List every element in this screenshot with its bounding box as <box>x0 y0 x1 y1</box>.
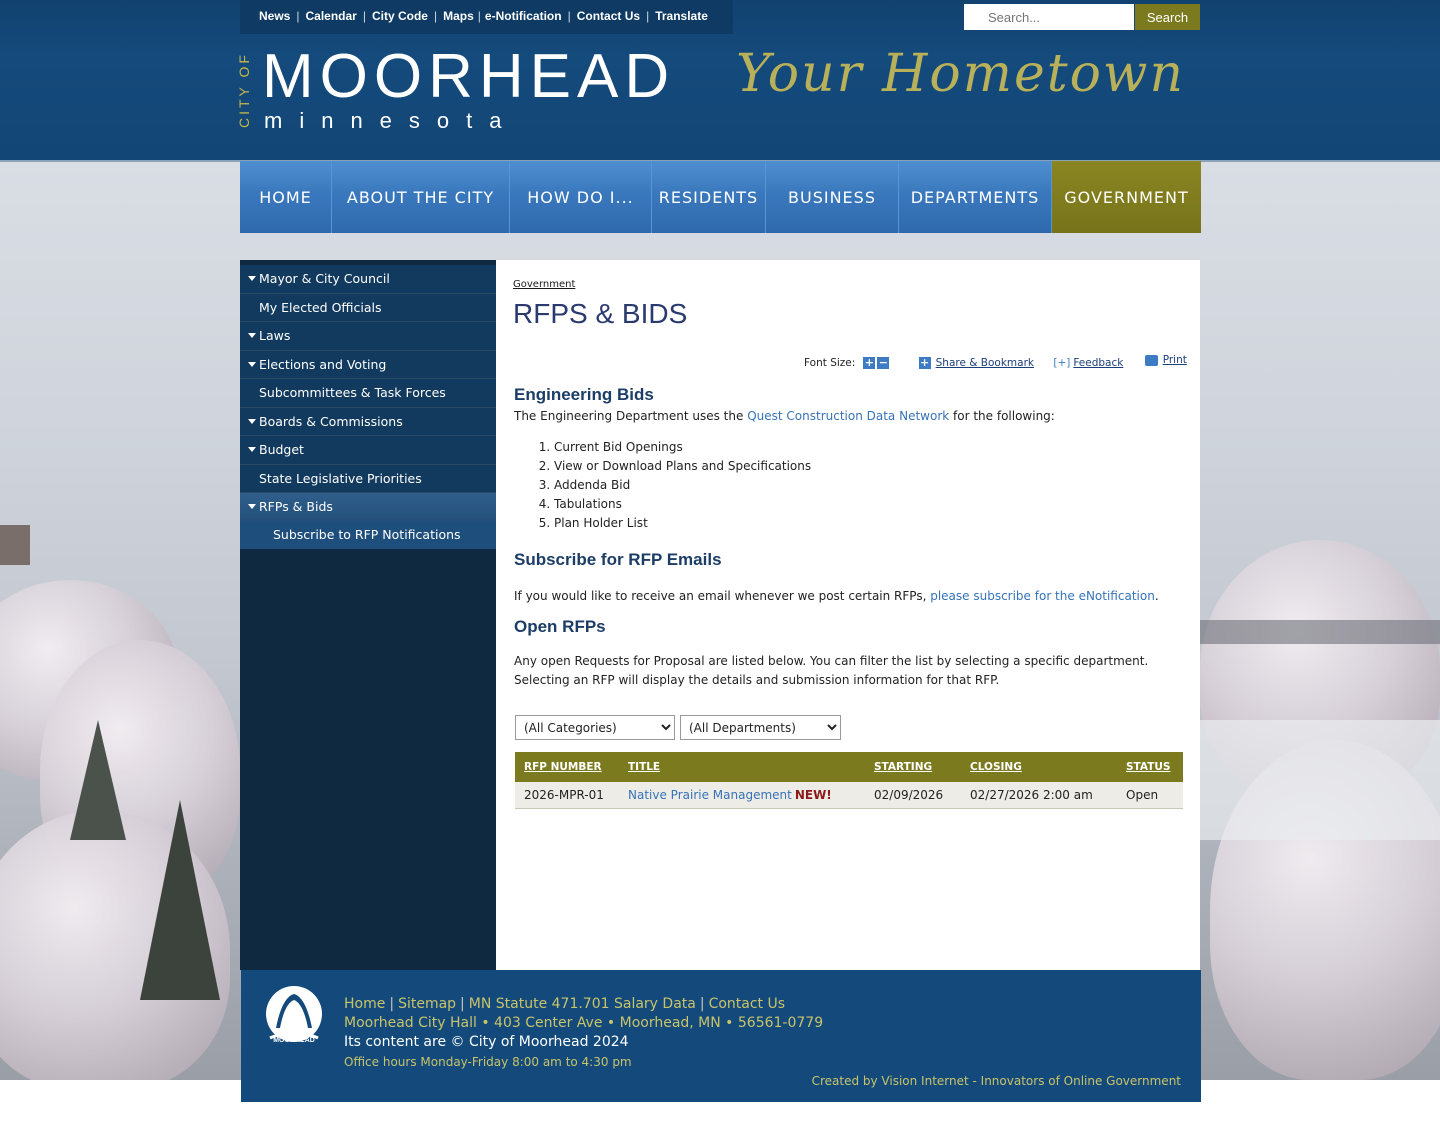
sidebar-item-rfps-bids[interactable]: RFPs & Bids <box>240 493 496 521</box>
share-icon: + <box>920 355 930 369</box>
open-rfps-heading: Open RFPs <box>514 617 606 636</box>
category-filter-select[interactable] <box>515 715 675 740</box>
col-header-starting[interactable]: STARTING <box>865 752 961 782</box>
table-row[interactable] <box>515 782 1183 809</box>
breadcrumb[interactable]: Government <box>513 279 576 290</box>
search-input[interactable] <box>964 4 1134 30</box>
search-button[interactable]: Search <box>1135 4 1200 30</box>
sidebar-item-boards[interactable]: Boards & Commissions <box>240 408 496 436</box>
page-tools <box>804 354 1201 369</box>
feedback-link[interactable]: Feedback <box>1073 356 1124 369</box>
site-header <box>0 0 1440 162</box>
caret-down-icon <box>248 419 256 424</box>
quest-network-link[interactable]: Quest Construction Data Network <box>747 409 950 423</box>
col-header-closing[interactable]: CLOSING <box>961 752 1117 782</box>
list-item: 4. Tabulations <box>554 495 811 514</box>
printer-icon <box>1145 355 1158 366</box>
open-rfps-line2: Selecting an RFP will display the details and submission information for that RFP. <box>514 673 1000 687</box>
engineering-bids-heading: Engineering Bids <box>514 385 654 404</box>
subscribe-text: If you would like to receive an email whenever we post certain RFPs, please subscribe for the eNotification. <box>514 589 1159 603</box>
col-header-title[interactable]: TITLE <box>619 752 865 782</box>
font-decrease-icon[interactable]: − <box>878 355 888 369</box>
rfp-table <box>515 752 1183 809</box>
cell-starting: 02/09/2026 <box>865 782 961 809</box>
subscribe-heading: Subscribe for RFP Emails <box>514 550 722 569</box>
nav-about-the-city[interactable]: ABOUT THE CITY <box>332 161 510 233</box>
logo-minnesota: minnesota <box>264 108 519 133</box>
sidebar-item-laws[interactable]: Laws <box>240 322 496 351</box>
nav-departments[interactable]: DEPARTMENTS <box>899 161 1052 233</box>
footer-link-home[interactable]: Home <box>344 996 386 1012</box>
engineering-steps-list <box>514 438 811 533</box>
list-item: 1. Current Bid Openings <box>554 438 811 457</box>
list-item: 5. Plan Holder List <box>554 514 811 533</box>
footer-copyright: Its content are © City of Moorhead 2024 <box>344 1034 629 1050</box>
util-link-enotification[interactable]: e-Notification <box>484 9 562 23</box>
caret-down-icon <box>248 276 256 281</box>
cell-title <box>619 782 865 809</box>
caret-down-icon <box>248 333 256 338</box>
footer-link-sitemap[interactable]: Sitemap <box>398 996 457 1012</box>
enotification-link[interactable]: please subscribe for the eNotification <box>930 589 1155 603</box>
sidebar-item-elected-officials[interactable]: My Elected Officials <box>240 294 496 322</box>
cell-closing: 02/27/2026 2:00 am <box>961 782 1117 809</box>
main-content <box>496 260 1200 970</box>
list-item: 3. Addenda Bid <box>554 476 811 495</box>
share-bookmark-link[interactable]: Share & Bookmark <box>935 356 1034 369</box>
caret-down-icon <box>248 362 256 367</box>
util-link-maps[interactable]: Maps <box>443 9 474 23</box>
department-filter-select[interactable] <box>680 715 841 740</box>
sidebar-subitem-subscribe-rfp[interactable]: Subscribe to RFP Notifications <box>240 521 496 549</box>
footer-link-salary-data[interactable]: MN Statute 471.701 Salary Data <box>468 996 696 1012</box>
cell-status: Open <box>1117 782 1183 809</box>
footer-credit-link[interactable]: Created by Vision Internet - Innovators of Online Government <box>811 1074 1181 1088</box>
svg-text:MOORHEAD: MOORHEAD <box>273 1037 315 1044</box>
util-link-city-code[interactable]: City Code <box>371 9 428 23</box>
logo-moorhead[interactable]: MOORHEAD <box>262 42 676 111</box>
util-link-contact-us[interactable]: Contact Us <box>576 9 641 23</box>
feedback-bracket-icon: [+] <box>1053 356 1071 369</box>
open-rfps-line1: Any open Requests for Proposal are listed below. You can filter the list by selecting a specific department. <box>514 654 1149 668</box>
moorhead-logo-icon[interactable] <box>262 986 326 1046</box>
rfp-title-link[interactable]: Native Prairie Management <box>628 788 792 802</box>
util-link-news[interactable]: News <box>259 9 291 23</box>
main-nav <box>240 161 1201 233</box>
tagline: Your Hometown <box>736 44 1185 104</box>
site-footer <box>241 970 1201 1102</box>
caret-down-icon <box>248 447 256 452</box>
sidebar-item-legislative-priorities[interactable]: State Legislative Priorities <box>240 465 496 493</box>
font-size-control: Font Size: + − <box>804 355 888 369</box>
nav-home[interactable]: HOME <box>240 161 332 233</box>
footer-address: Moorhead City Hall • 403 Center Ave • Moorhead, MN • 56561-0779 <box>344 1015 824 1031</box>
new-badge: NEW! <box>794 788 832 802</box>
nav-business[interactable]: BUSINESS <box>766 161 899 233</box>
sidebar-item-elections[interactable]: Elections and Voting <box>240 351 496 379</box>
cell-rfp-number: 2026-MPR-01 <box>515 782 619 809</box>
footer-links: Home | Sitemap | MN Statute 471.701 Salary Data | Contact Us <box>344 996 786 1012</box>
sidebar-item-mayor-council[interactable]: Mayor & City Council <box>240 265 496 294</box>
util-link-translate[interactable]: Translate <box>655 9 708 23</box>
caret-down-icon <box>248 504 256 509</box>
logo-city-of: CITY OF <box>236 52 252 128</box>
font-increase-icon[interactable]: + <box>864 355 874 369</box>
sidebar <box>240 260 496 970</box>
nav-how-do-i[interactable]: HOW DO I... <box>510 161 652 233</box>
utility-bar: News | Calendar | City Code | Maps | e-Notification | Contact Us | Translate <box>240 0 733 34</box>
sidebar-item-budget[interactable]: Budget <box>240 436 496 465</box>
footer-link-contact-us[interactable]: Contact Us <box>708 996 786 1012</box>
list-item: 2. View or Download Plans and Specifications <box>554 457 811 476</box>
footer-office-hours: Office hours Monday-Friday 8:00 am to 4:30 pm <box>344 1055 632 1069</box>
sidebar-item-subcommittees[interactable]: Subcommittees & Task Forces <box>240 379 496 408</box>
nav-government[interactable]: GOVERNMENT <box>1052 161 1201 233</box>
print-link[interactable]: Print <box>1162 354 1187 366</box>
engineering-intro: The Engineering Department uses the Quest Construction Data Network for the following: <box>514 409 1055 423</box>
nav-residents[interactable]: RESIDENTS <box>652 161 766 233</box>
col-header-rfp-number[interactable]: RFP NUMBER <box>515 752 619 782</box>
util-link-calendar[interactable]: Calendar <box>305 9 357 23</box>
col-header-status[interactable]: STATUS <box>1117 752 1183 782</box>
page-title: RFPS & BIDS <box>513 298 688 329</box>
